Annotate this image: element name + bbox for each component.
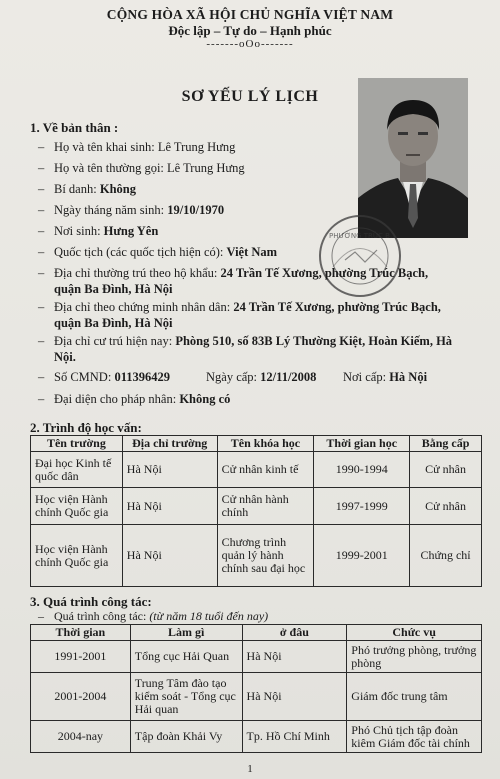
- col-header: Thời gian: [31, 625, 131, 641]
- field-birth-date: – Ngày tháng năm sinh: 19/10/1970: [38, 203, 225, 217]
- field-current-address: – Địa chỉ cư trú hiện nay: Phòng 510, số 83B Lý Thường Kiệt, Hoàn Kiếm, Hà: [38, 334, 453, 348]
- table-row: Học viện Hành chính Quốc gia Hà Nội Cử nhân hành chính 1997-1999 Cử nhân: [31, 488, 482, 525]
- col-header: Chức vụ: [347, 625, 482, 641]
- field-id-address: – Địa chỉ theo chứng minh nhân dân: 24 Trần Tế Xương, phường Trúc Bạch,: [38, 300, 441, 314]
- field-current-address-cont: Nội.: [54, 350, 76, 364]
- field-alias: – Bí danh: Không: [38, 182, 136, 196]
- col-header: Địa chỉ trường: [122, 436, 217, 452]
- field-nationality: – Quốc tịch (các quốc tịch hiện có): Việt Nam: [38, 245, 278, 259]
- separator: -------oOo-------: [206, 38, 294, 50]
- col-header: Tên trường: [31, 436, 123, 452]
- table-row: Đại học Kinh tế quốc dân Hà Nội Cử nhân kinh tế 1990-1994 Cử nhân: [31, 452, 482, 488]
- col-header: Thời gian học: [314, 436, 410, 452]
- field-permanent-address-cont: quận Ba Đình, Hà Nội: [54, 282, 173, 296]
- education-table: [30, 435, 482, 587]
- table-header-row: [31, 625, 482, 641]
- national-motto: Độc lập – Tự do – Hạnh phúc: [168, 23, 332, 38]
- field-permanent-address: – Địa chỉ thường trú theo hộ khẩu: 24 Trần Tế Xương, phường Trúc Bạch,: [38, 266, 429, 280]
- work-history-label: – Quá trình công tác: (từ năm 18 tuổi đến nay): [38, 609, 269, 623]
- col-header: Làm gì: [130, 625, 242, 641]
- section-1-heading: 1. Về bản thân :: [30, 120, 119, 135]
- section-2-heading: 2. Trình độ học vấn:: [30, 420, 142, 435]
- field-id-address-cont: quận Ba Đình, Hà Nội: [54, 316, 173, 330]
- page-number: 1: [247, 763, 253, 775]
- col-header: ở đâu: [242, 625, 347, 641]
- table-row: 2001-2004 Trung Tâm đào tạo kiểm soát - Tổng cục Hải quan Hà Nội Giám đốc trung tâm: [31, 673, 482, 721]
- document-title: SƠ YẾU LÝ LỊCH: [181, 88, 319, 105]
- country-name: CỘNG HÒA XÃ HỘI CHỦ NGHĨA VIỆT NAM: [106, 7, 394, 22]
- section-3-heading: 3. Quá trình công tác:: [30, 594, 152, 609]
- field-common-name: – Họ và tên thường gọi: Lê Trung Hưng: [38, 161, 245, 175]
- field-birthplace: – Nơi sinh: Hưng Yên: [38, 224, 159, 238]
- field-legal-rep: – Đại diện cho pháp nhân: Không có: [38, 392, 231, 406]
- work-history-table: [30, 624, 482, 753]
- table-row: Học viện Hành chính Quốc gia Hà Nội Chương trình quản lý hành chính sau đại học 1999-2001 Chứng chỉ: [31, 525, 482, 587]
- field-id-card: – Số CMND: 011396429 Ngày cấp: 12/11/2008 Nơi cấp: Hà Nội: [38, 370, 428, 384]
- table-row: 2004-nay Tập đoàn Khải Vy Tp. Hồ Chí Minh Phó Chủ tịch tập đoàn kiêm Giám đốc tài chính: [31, 721, 482, 753]
- table-header-row: [31, 436, 482, 452]
- table-row: 1991-2001 Tổng cục Hải Quan Hà Nội Phó trưởng phòng, trưởng phòng: [31, 641, 482, 673]
- field-birth-name: – Họ và tên khai sinh: Lê Trung Hưng: [38, 140, 236, 154]
- col-header: Tên khóa học: [217, 436, 314, 452]
- stamp-text: PHƯỜNG TRÚC B...: [329, 232, 397, 240]
- col-header: Bằng cấp: [410, 436, 482, 452]
